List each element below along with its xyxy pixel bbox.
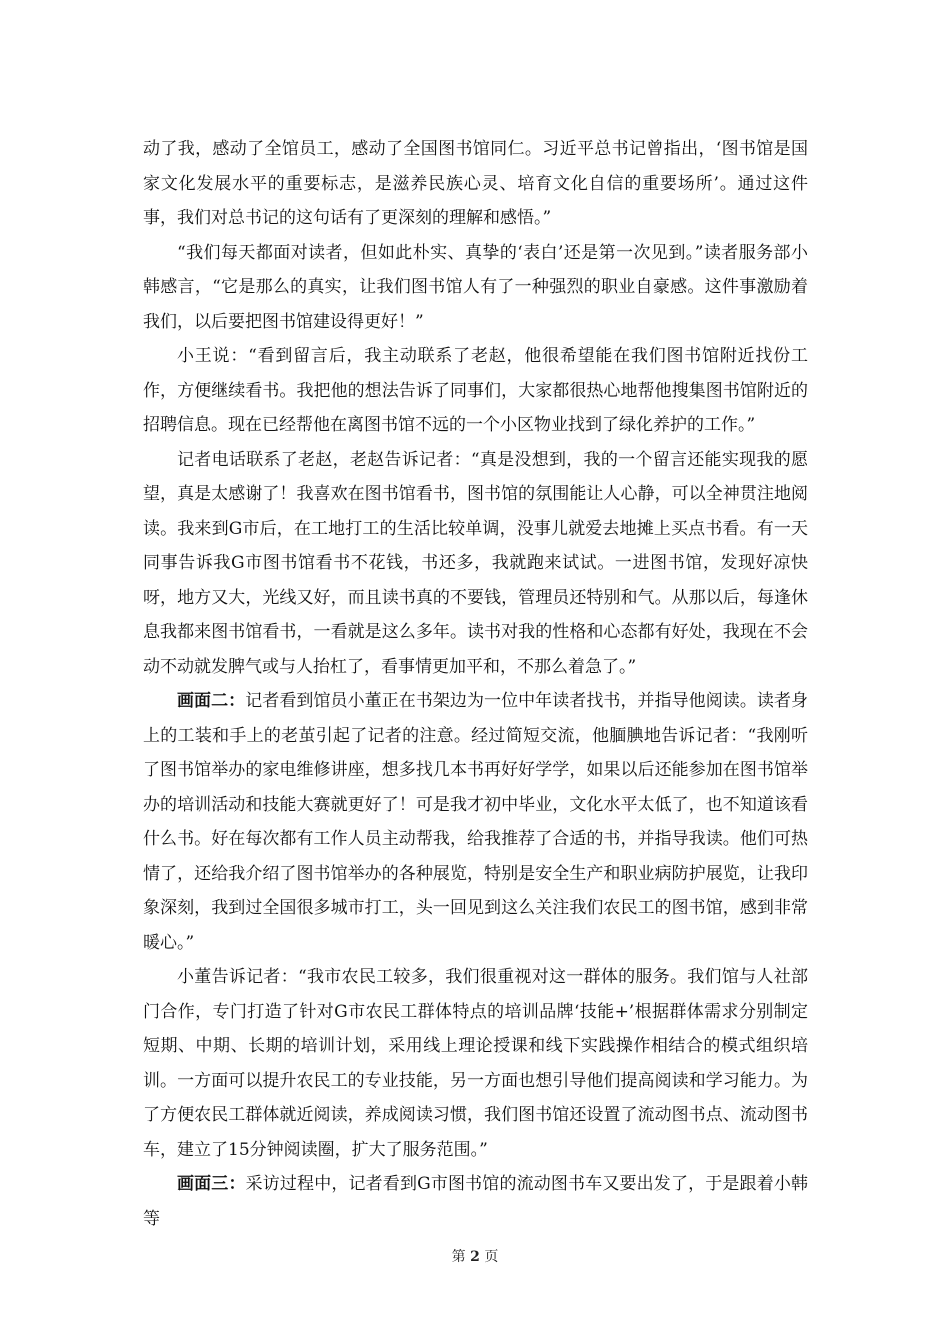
- paragraph-3: [143, 339, 808, 443]
- paragraph-scene-3: [143, 1167, 808, 1236]
- page-suffix: 页: [484, 1249, 499, 1265]
- page-number: 2: [470, 1249, 480, 1265]
- page-prefix: 第: [451, 1249, 466, 1265]
- scene-label: 画面三：: [177, 1174, 246, 1194]
- paragraph-text: “我们每天都面对读者，但如此朴实、真挚的‘表白’还是第一次见到。”读者服务部小韩感言，“它是那么的真实，让我们图书馆人有了一种强烈的职业自豪感。这件事激励着我们，以后要把图书馆建设得更好！”: [143, 242, 808, 332]
- page-footer: [0, 1246, 950, 1266]
- paragraph-scene-2: [143, 684, 808, 960]
- paragraph-text: 小王说：“看到留言后，我主动联系了老赵，他很希望能在我们图书馆附近找份工作，方便继续看书。我把他的想法告诉了同事们，大家都很热心地帮他搜集图书馆附近的招聘信息。现在已经帮他在离图书馆不远的一个小区物业找到了绿化养护的工作。”: [143, 346, 808, 435]
- document-body: [143, 132, 808, 1236]
- paragraph-text: 采访过程中，记者看到G市图书馆的流动图书车又要出发了，于是跟着小韩等: [143, 1174, 808, 1229]
- paragraph-1: [143, 132, 808, 236]
- paragraph-6: [143, 960, 808, 1167]
- paragraph-text: 记者电话联系了老赵，老赵告诉记者：“真是没想到，我的一个留言还能实现我的愿望，真是太感谢了！我喜欢在图书馆看书，图书馆的氛围能让人心静，可以全神贯注地阅读。我来到G市后，在工地打工的生活比较单调，没事儿就爱去地摊上买点书看。有一天同事告诉我G市图书馆看书不花钱，书还多，我就跑来试试。一进图书馆，发现好凉快呀，地方又大，光线又好，而且读书真的不要钱，管理员还特别和气。从那以后，每逢休息我都来图书馆看书，一看就是这么多年。读书对我的性格和心态都有好处，我现在不会动不动就发脾气或与人抬杠了，看事情更加平和，不那么着急了。”: [143, 449, 808, 677]
- paragraph-text: 小董告诉记者：“我市农民工较多，我们很重视对这一群体的服务。我们馆与人社部门合作，专门打造了针对G市农民工群体特点的培训品牌‘技能+’根据群体需求分别制定短期、中期、长期的培训计划，采用线上理论授课和线下实践操作相结合的模式组织培训。一方面可以提升农民工的专业技能，另一方面也想引导他们提高阅读和学习能力。为了方便农民工群体就近阅读，养成阅读习惯，我们图书馆还设置了流动图书点、流动图书车，建立了15分钟阅读圈，扩大了服务范围。”: [143, 967, 808, 1160]
- paragraph-2: [143, 236, 808, 340]
- paragraph-4: [143, 443, 808, 685]
- scene-label: 画面二：: [177, 691, 246, 711]
- paragraph-text: 记者看到馆员小董正在书架边为一位中年读者找书，并指导他阅读。读者身上的工装和手上的老茧引起了记者的注意。经过简短交流，他腼腆地告诉记者：“我刚听了图书馆举办的家电维修讲座，想多找几本书再好好学学，如果以后还能参加在图书馆举办的培训活动和技能大赛就更好了！可是我才初中毕业，文化水平太低了，也不知道该看什么书。好在每次都有工作人员主动帮我，给我推荐了合适的书，并指导我读。他们可热情了，还给我介绍了图书馆举办的各种展览，特别是安全生产和职业病防护展览，让我印象深刻，我到过全国很多城市打工，头一回见到这么关注我们农民工的图书馆，感到非常暖心。”: [143, 691, 809, 953]
- paragraph-text: 动了我，感动了全馆员工，感动了全国图书馆同仁。习近平总书记曾指出，‘图书馆是国家文化发展水平的重要标志，是滋养民族心灵、培育文化自信的重要场所’。通过这件事，我们对总书记的这句话有了更深刻的理解和感悟。”: [143, 139, 808, 228]
